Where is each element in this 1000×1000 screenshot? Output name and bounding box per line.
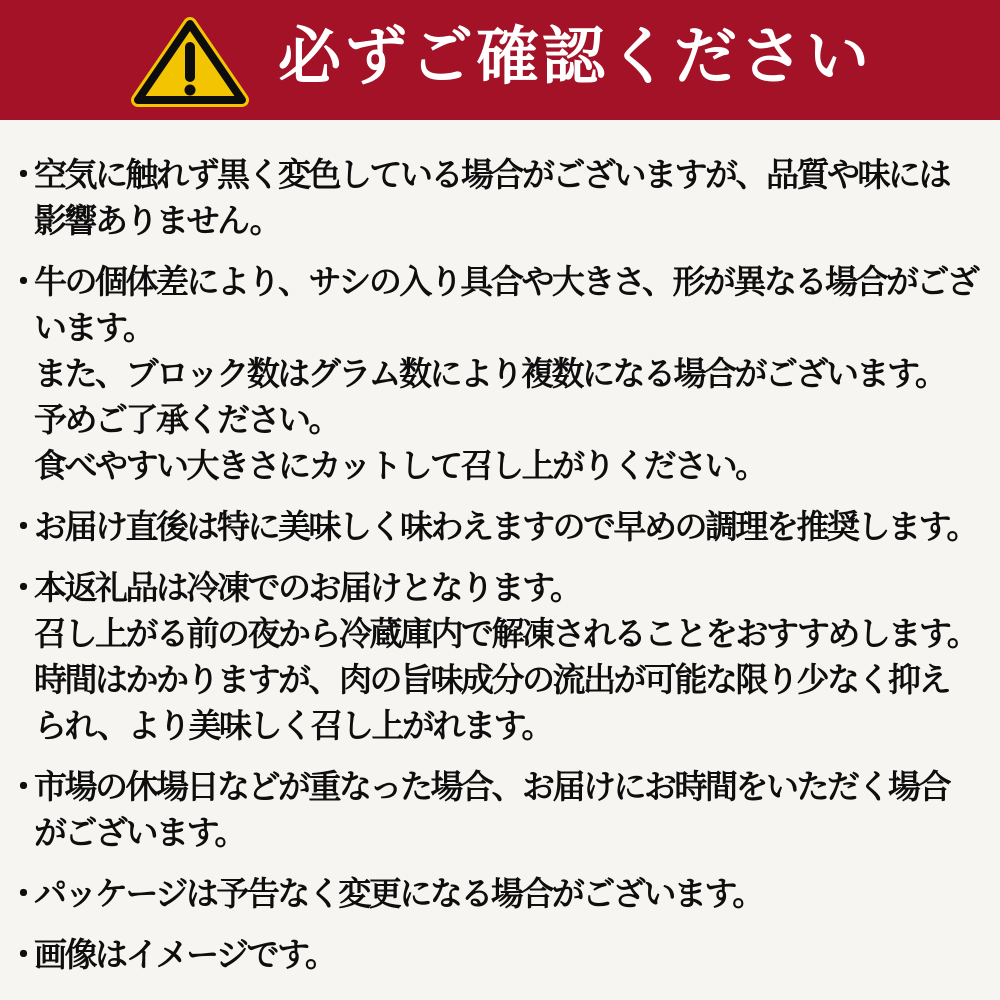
notice-line: がございます。 <box>34 814 245 851</box>
bullet-marker: ・ <box>7 875 40 912</box>
notice-item <box>0 871 986 917</box>
notice-line: られ、より美味しく召し上がれます。 <box>34 707 552 744</box>
bullet-marker: ・ <box>7 508 40 545</box>
warning-triangle-icon <box>128 15 252 109</box>
notice-item <box>0 565 986 749</box>
page-title: 必ずご確認ください <box>278 21 872 92</box>
notice-item <box>0 259 986 489</box>
notice-item <box>0 504 986 550</box>
notice-line: 画像はイメージです。 <box>34 936 336 973</box>
notice-line: 時間はかかりますが、肉の旨味成分の流出が可能な限り少なく抑え <box>34 661 949 698</box>
notice-line: パッケージは予告なく変更になる場合がございます。 <box>34 875 763 912</box>
notice-item <box>0 764 986 856</box>
notice-line: 予めご了承ください。 <box>34 401 339 438</box>
notice-line: 召し上がる前の夜から冷蔵庫内で解凍されることをおすすめします。 <box>34 615 978 652</box>
notice-line: 市場の休場日などが重なった場合、お届けにお時間をいただく場合 <box>34 768 949 805</box>
notice-list <box>0 120 1000 1000</box>
notice-line: また、ブロック数はグラム数により複数になる場合がございます。 <box>34 355 946 392</box>
bullet-marker: ・ <box>7 569 40 606</box>
notice-header <box>0 0 1000 120</box>
bullet-marker: ・ <box>7 263 40 300</box>
notice-line: います。 <box>34 309 154 346</box>
notice-line: 影響ありません。 <box>34 202 280 239</box>
bullet-marker: ・ <box>7 768 40 805</box>
bullet-marker: ・ <box>7 936 40 973</box>
notice-item <box>0 932 986 978</box>
bullet-marker: ・ <box>7 156 40 193</box>
notice-item <box>0 152 986 244</box>
notice-line: 牛の個体差により、サシの入り具合や大きさ、形が異なる場合がござ <box>34 263 978 300</box>
notice-line: お届け直後は特に美味しく味わえますので早めの調理を推奨します。 <box>34 508 977 545</box>
notice-line: 空気に触れず黒く変色している場合がございますが、品質や味には <box>34 156 949 193</box>
notice-line: 食べやすい大きさにカットして召し上がりください。 <box>34 447 766 484</box>
notice-line: 本返礼品は冷凍でのお届けとなります。 <box>34 569 581 606</box>
